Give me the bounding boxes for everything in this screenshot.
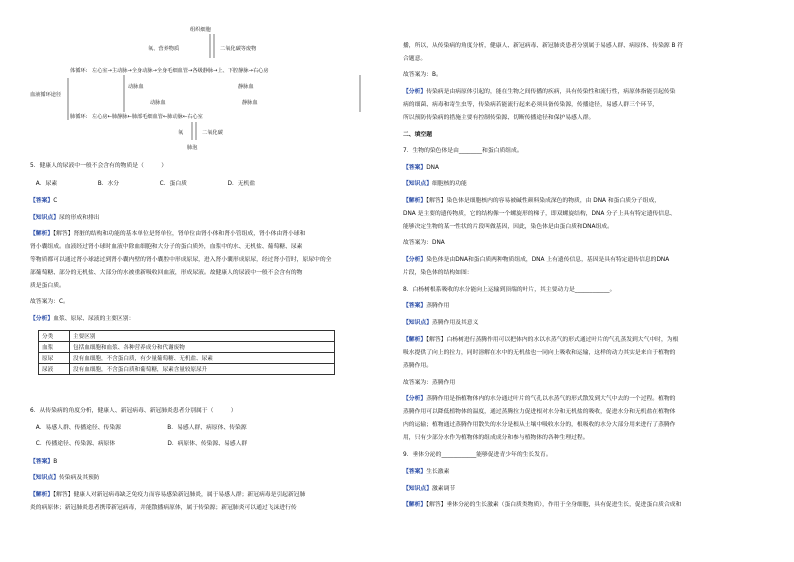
line-text: 用，只有少部分水作为植物体的组成成分和参与植物体的各种生理过程。 [403, 435, 589, 441]
text-line [403, 469, 449, 476]
text-line [30, 441, 247, 448]
text-line [403, 320, 478, 327]
text-line [403, 148, 523, 155]
line-text: 5．健康人的尿液中一般不会含有的物质是（ ） [30, 163, 168, 169]
text-line [403, 89, 675, 96]
line-text: 血浆、原尿、尿液的主要区别： [53, 316, 135, 322]
table-row [39, 342, 335, 353]
text-line [403, 350, 675, 357]
text-line [403, 363, 432, 370]
line-text: 【解答】健康人对新冠病毒缺乏免疫力而容易感染新冠肺炎，属于易感人群；新冠病毒是引起新冠肺 [53, 492, 306, 498]
line-text: 部葡萄糖、部分的无机盐、大部分的水被重新吸收回血液，形成尿液。故健康人的尿液中一般不会含有的物 [30, 270, 303, 276]
section-tag: 【答案】 [403, 165, 427, 171]
text-line [403, 396, 675, 403]
line-text: 【解答】白杨树进行蒸腾作用可以把体内的水以水蒸气的形式通过叶片的气孔蒸发到大气中时，为根 [426, 337, 679, 343]
line-text: 病的细菌、病毒和寄生虫等，传染病若能流行起来必须具备传染源，传播途径，易感人群三个环节， [403, 102, 659, 108]
section-tag: 【解析】 [403, 337, 427, 343]
section-tag: 【分析】 [403, 396, 427, 402]
text-line [403, 337, 678, 344]
diagram-tissue-cell: 组织细胞 [190, 27, 211, 33]
table-row [39, 353, 335, 364]
line-text: DNA [426, 165, 439, 171]
line-text: 质是蛋白质。 [30, 283, 65, 289]
text-line [403, 287, 615, 294]
diagram-co2: 二氧化碳 [202, 130, 223, 136]
line-text: 生长激素 [426, 469, 450, 475]
section-tag: 【答案】 [30, 459, 54, 465]
text-line [30, 257, 331, 264]
line-text: C [53, 198, 58, 204]
line-text: 9．垂体分泌的____________能够促进青少年的生长发育。 [403, 452, 552, 458]
diagram-systemic-label: 体循环: [70, 68, 88, 74]
line-text: 能够决定生物的某一性状的片段叫做基因，因此，染色体是由蛋白质和DNA组成。 [403, 224, 613, 230]
line-text: 故答案为：蒸腾作用 [403, 380, 456, 386]
section-tag: 【解析】 [403, 198, 427, 204]
section-tag: 【知识点】 [403, 320, 432, 326]
text-line [30, 181, 255, 188]
section-tag: 【答案】 [403, 469, 427, 475]
text-line [403, 102, 658, 109]
section-tag: 【答案】 [403, 303, 427, 309]
line-text: 等物质都可以通过肾小球滤过到肾小囊内壁的肾小囊腔中形成原尿，进入肾小囊形成原尿，经过肾小管时，原尿中的全 [30, 257, 332, 263]
text-line [30, 316, 134, 323]
diagram-pulmonary-label: 肺循环: [70, 114, 88, 120]
text-line [403, 240, 445, 247]
section-tag: 【答案】 [30, 198, 54, 204]
text-line [30, 425, 247, 432]
text-line [30, 270, 302, 277]
text-line [30, 408, 237, 415]
blood-circulation-diagram [30, 0, 375, 150]
line-text: 吸水提供了向上的拉力，同时溶解在水中的无机盐也一同向上吸收和运输，这样的动力其实是来自于植物的 [403, 350, 676, 356]
diagram-alveoli: 肺泡 [187, 145, 198, 151]
text-line [30, 475, 100, 482]
line-text: 【解答】肾脏的结构和功能的基本单位是肾单位，肾单位由肾小体和肾小管组成，肾小体由肾小球和 [53, 231, 306, 237]
line-text: 蒸腾作用及其意义 [432, 320, 479, 326]
diagram-circulation-label: 血液循环途径 [30, 92, 62, 98]
line-text: 【解答】染色体是细胞核内的容易被碱性颜料染成深色的物质，由 DNA 和蛋白质分子组成， [426, 198, 661, 204]
line-text: 内的运输；植物通过蒸腾作用散失的水分是根从土壤中吸收水分的，根吸收的水分大部分用来进行了蒸腾作 [403, 422, 676, 428]
text-line [403, 502, 681, 509]
line-text: 细胞核的功能 [432, 181, 467, 187]
line-text: B [53, 459, 58, 465]
table-cell-key: 原尿 [39, 353, 70, 364]
line-text: 蒸腾作用可以降低植物体的温度，通过蒸腾拉力促进根对水分和无机盐的吸收，促进水分和无机盐在植物体 [403, 409, 676, 415]
section-tag: 【知识点】 [30, 475, 59, 481]
text-line [403, 270, 473, 277]
diagram-pulmonary-chain: 左心房←肺静脉←肺部毛细血管←肺动脉←右心室 [92, 114, 203, 120]
table-row [39, 331, 335, 342]
table-cell-value: 没有血细胞，不含蛋白质和葡萄糖，尿素含量较原尿升 [70, 364, 335, 375]
text-line [403, 409, 675, 416]
text-line [30, 492, 305, 499]
line-text: 蒸腾作用是指植物体内的水分通过叶片的气孔以水蒸气的形式散发到大气中去的一个过程。植物的 [426, 396, 676, 402]
line-text: 尿的形成和排出 [59, 215, 100, 221]
text-line [30, 505, 297, 512]
section-tag: 【知识点】 [30, 215, 59, 221]
text-line [403, 165, 439, 172]
line-text: 播，所以，从传染病的角度分析，健康人、新冠病毒、新冠肺炎患者分别属于易感人群、病原体、传染源 B 符 [403, 43, 684, 49]
line-text: 7．生物的染色体是由________和蛋白质组成。 [403, 148, 523, 154]
text-line [403, 181, 467, 188]
diagram-arterial-blood: 动脉血 [128, 84, 144, 90]
text-line [30, 163, 167, 170]
line-text: 肾小囊组成。血液经过肾小球时血液中除血细胞和大分子的蛋白质外，血浆中的水、无机盐、葡萄糖、尿素 [30, 244, 303, 250]
table-cell-key: 分类 [39, 331, 70, 342]
text-line [403, 115, 594, 122]
diagram-systemic-chain: 左心室→主动脉→全身动脉→全身毛细血管→各级静脉→上、下腔静脉→右心房 [92, 68, 269, 74]
line-text: 染色体是由DNA和蛋白质两种物质组成，DNA 上有遗传信息，基因是具有特定遗传信息的DNA [426, 257, 670, 263]
line-text: 传染病是由病原体引起的，能在生物之间传播的疾病，具有传染性和流行性，病原体指能引起传染 [426, 89, 676, 95]
line-text: 激素调节 [432, 486, 456, 492]
line-text: 炎的病原体；新冠肺炎患者携带新冠病毒，并能散播病原体，属于传染源；新冠肺炎可以通过飞沫进行传 [30, 505, 297, 511]
diagram-arterial-blood-2: 动脉血 [150, 100, 166, 106]
text-line [403, 56, 426, 63]
text-line [403, 303, 449, 310]
line-text: 片段，染色体的结构如图： [403, 270, 473, 276]
text-line: 二、填空题 [403, 132, 432, 138]
table-cell-key: 尿液 [39, 364, 70, 375]
section-tag: 【知识点】 [403, 486, 432, 492]
table-cell-value: 主要区别 [70, 331, 335, 342]
diagram-co2-waste: 二氧化碳等废物 [220, 46, 257, 52]
diagram-oxygen-nutrients: 氧、营养物质 [148, 46, 180, 52]
line-text: A．易感人群、传播途径、传染源 B．易感人群、病原体、传染源 [30, 425, 247, 431]
line-text: 所以预防传染病的措施主要有控制传染源、切断传播途径和保护易感人群。 [403, 115, 595, 121]
text-line [403, 211, 676, 218]
text-line [403, 43, 683, 50]
section-tag: 【解析】 [30, 492, 54, 498]
text-line [30, 299, 69, 306]
line-text: 合题意。 [403, 56, 427, 62]
text-line [30, 244, 302, 251]
line-text: 故答案为：DNA [403, 240, 445, 246]
diagram-venous-blood-2: 静脉血 [242, 100, 258, 106]
text-line [30, 459, 57, 466]
line-text: 6．从传染病的角度分析，健康人、新冠病毒、新冠肺炎患者分别属于（ ） [30, 408, 237, 414]
table-cell-key: 血浆 [39, 342, 70, 353]
line-text: 蒸腾作用。 [403, 363, 432, 369]
line-text: C．传播途径、传染源、病原体 D．病原体、传染源、易感人群 [30, 441, 248, 447]
comparison-table [38, 330, 335, 375]
text-line [403, 435, 589, 442]
text-line [403, 224, 613, 231]
diagram-oxygen: 氧 [178, 130, 184, 136]
table-cell-value: 包括血细胞和血浆、各种营养成分和代谢废物 [70, 342, 335, 353]
line-text: 故答案为：C。 [30, 299, 69, 305]
section-tag: 【知识点】 [403, 181, 432, 187]
text-line [403, 198, 660, 205]
section-tag: 【分析】 [30, 316, 54, 322]
line-text: DNA 是主要的遗传物质，它的结构像一个螺旋形的梯子，即双螺旋结构，DNA 分子上具有特定遗传信息、 [403, 211, 676, 217]
section-tag: 【分析】 [403, 89, 427, 95]
text-line [30, 283, 65, 290]
section-tag: 【分析】 [403, 257, 427, 263]
section-tag: 【解析】 [403, 502, 427, 508]
line-text: 故答案为：B。 [403, 72, 442, 78]
line-text: 蒸腾作用 [426, 303, 450, 309]
line-text: A．尿素 B．水分 C．蛋白质 D．无机盐 [30, 181, 256, 187]
text-line [403, 422, 675, 429]
diagram-venous-blood: 静脉血 [238, 84, 254, 90]
text-line [30, 198, 57, 205]
line-text: 8．白杨树根系吸收的水分能向上运输到顶端的叶片，其主要动力是____________。 [403, 287, 616, 293]
line-text: 传染病及其预防 [59, 475, 100, 481]
section-tag: 【解析】 [30, 231, 54, 237]
text-line [403, 486, 455, 493]
text-line [403, 72, 442, 79]
text-line [30, 231, 305, 238]
text-line [403, 452, 552, 459]
table-row [39, 364, 335, 375]
text-line [30, 215, 100, 222]
text-line [403, 257, 669, 264]
line-text: 【解答】垂体分泌的生长激素（蛋白质类物质），作用于全身细胞，具有促进生长，促进蛋白质合成和 [426, 502, 682, 508]
text-line [403, 380, 455, 387]
table-cell-value: 没有血细胞，不含蛋白质，有少量葡萄糖、无机盐、尿素 [70, 353, 335, 364]
